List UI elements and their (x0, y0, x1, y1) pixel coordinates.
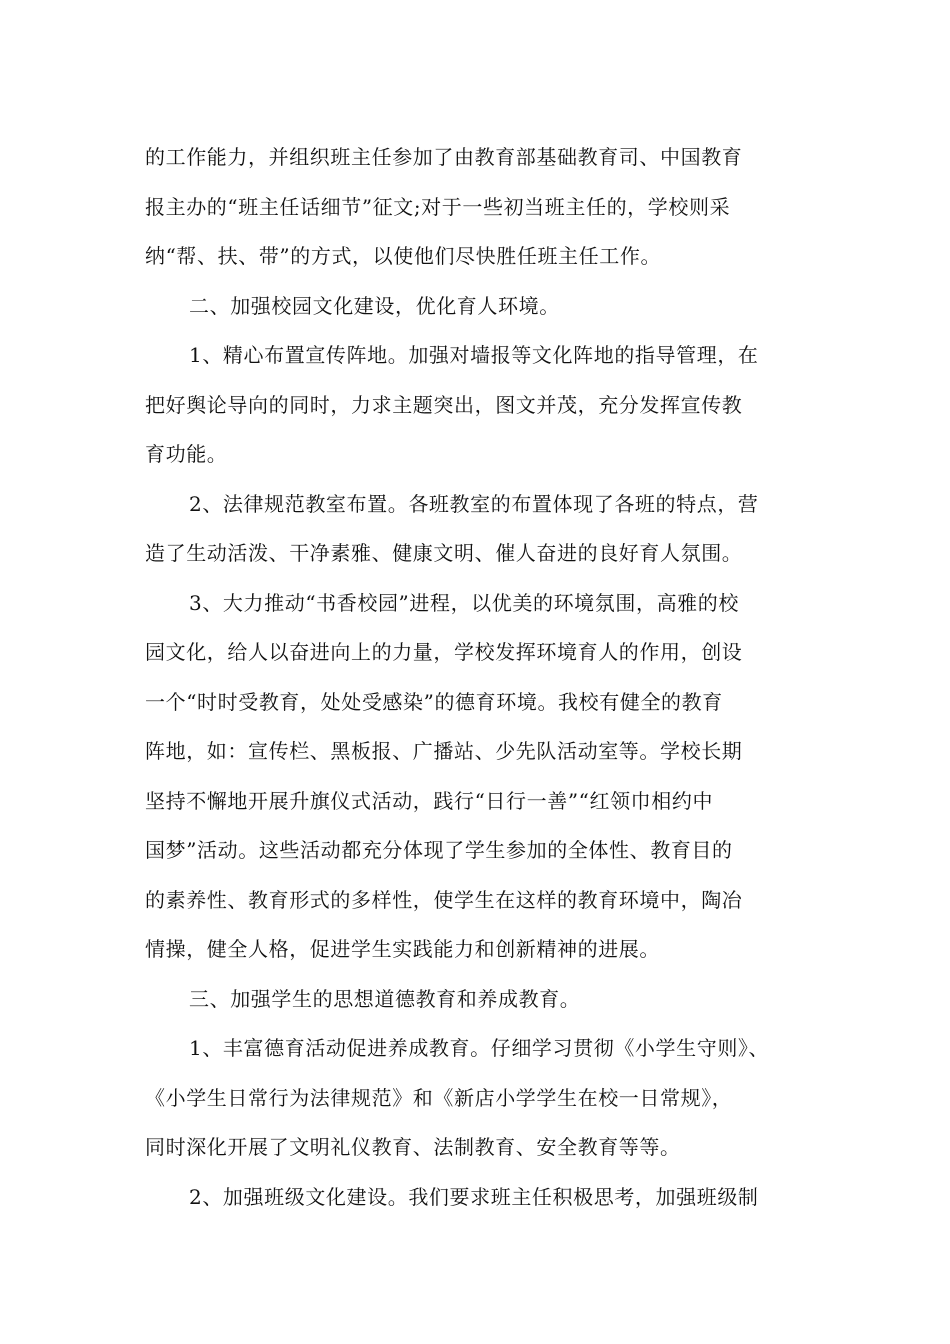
text-line: 的工作能力，并组织班主任参加了由教育部基础教育司、中国教育 (145, 145, 743, 169)
text-line: 育功能。 (145, 442, 228, 466)
text-line: 1、丰富德育活动促进养成教育。仔细学习贯彻《小学生守则》、 (189, 1036, 770, 1060)
text-line: 把好舆论导向的同时，力求主题突出，图文并茂，充分发挥宣传教 (145, 392, 743, 417)
body-text (145, 133, 810, 1222)
text-line: 同时深化开展了文明礼仪教育、法制教育、安全教育等等。 (145, 1135, 681, 1159)
text-line: 阵地，如：宣传栏、黑板报、广播站、少先队活动室等。学校长期 (145, 739, 743, 763)
text-line: 1、精心布置宣传阵地。加强对墙报等文化阵地的指导管理，在 (189, 343, 759, 367)
text-line: 报主办的“班主任话细节”征文;对于一些初当班主任的，学校则采 (145, 194, 731, 219)
text-line: 一个“时时受教育，处处受感染”的德育环境。我校有健全的教育 (145, 689, 723, 714)
text-line: 2、法律规范教室布置。各班教室的布置体现了各班的特点，营 (189, 491, 759, 516)
text-line: 情操，健全人格，促进学生实践能力和创新精神的进展。 (145, 937, 660, 961)
text-line: 《小学生日常行为法律规范》和《新店小学学生在校一日常规》， (145, 1085, 733, 1110)
section-heading: 二、加强校园文化建设，优化育人环境。 (189, 293, 560, 318)
text-line: 2、加强班级文化建设。我们要求班主任积极思考，加强班级制 (189, 1184, 759, 1209)
text-line: 国梦”活动。这些活动都充分体现了学生参加的全体性、教育目的 (145, 838, 733, 862)
text-line: 3、大力推动“书香校园”进程，以优美的环境氛围，高雅的校 (189, 590, 739, 615)
section-heading: 三、加强学生的思想道德教育和养成教育。 (189, 986, 581, 1011)
text-line: 的素养性、教育形式的多样性，使学生在这样的教育环境中，陶冶 (145, 887, 743, 912)
text-line: 纳“帮、扶、带”的方式，以使他们尽快胜任班主任工作。 (145, 244, 662, 268)
text-line: 造了生动活泼、干净素雅、健康文明、催人奋进的良好育人氛围。 (145, 541, 743, 565)
text-line: 园文化，给人以奋进向上的力量，学校发挥环境育人的作用，创设 (145, 640, 743, 664)
text-line: 坚持不懈地开展升旗仪式活动，践行“日行一善”“红领巾相约中 (145, 788, 714, 813)
